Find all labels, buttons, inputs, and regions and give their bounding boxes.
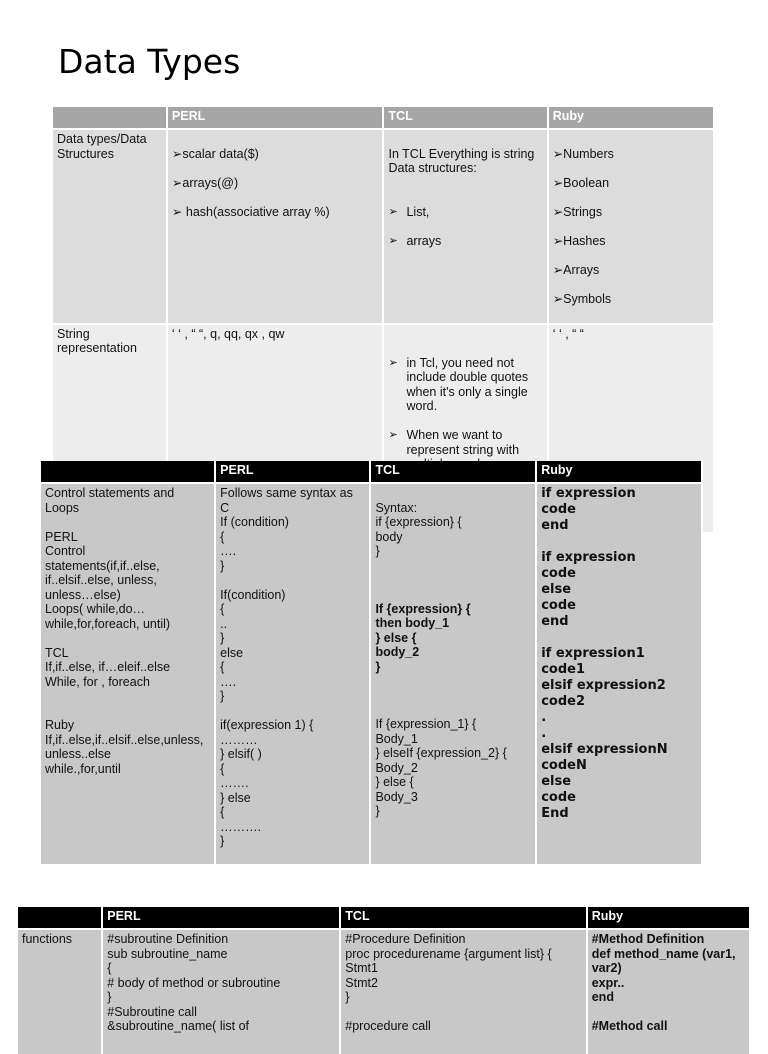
ruby-cell: ‘ ‘ , “ “	[548, 324, 714, 532]
perl-cell: #subroutine Definition sub subroutine_name { # body of method or subroutine } #Subroutine call &subroutine_name( list of	[102, 929, 340, 1054]
tcl-intro: In TCL Everything is string Data structures:	[388, 146, 535, 175]
list-item: ➢Hashes	[552, 233, 606, 248]
tcl-syntax: Syntax: if {expression} { body }	[375, 500, 462, 558]
header-tcl: TCL	[370, 461, 536, 483]
table-header-row	[41, 461, 702, 483]
list-item: ➢ arrays	[388, 234, 542, 249]
list-item: ➢scalar data($)	[171, 146, 259, 161]
table-row	[18, 929, 750, 1054]
list-item: ➢Symbols	[552, 291, 612, 306]
list-item: ➢ in Tcl, you need not include double quotes when it's only a single word.	[388, 356, 542, 414]
row-label: functions	[18, 929, 102, 1054]
tcl-cell: #Procedure Definition proc procedurename {argument list} { Stmt1 Stmt2 } #procedure call	[340, 929, 586, 1054]
table-row	[41, 483, 702, 864]
header-ruby: Ruby	[536, 461, 702, 483]
table-header-row	[53, 107, 714, 129]
list-item: ➢ When we want to represent string with	[388, 428, 542, 501]
list-item: ➢Boolean	[552, 175, 610, 190]
header-perl: PERL	[167, 107, 384, 129]
list-item: ➢arrays(@)	[171, 175, 239, 190]
perl-cell	[167, 129, 384, 324]
ruby-cell	[548, 129, 714, 324]
row-label: Control statements and Loops PERL Control statements(if,if..else, if..elsif..else, unless, unless…else) Loops( while,do… while,for,foreach, until) TCL If,if..else, if…eleif..else While, for , foreach Ruby If,if..else,if..elsif..else,unless, unless..else while.,for,until	[41, 483, 215, 864]
control-statements-table	[41, 461, 703, 864]
list-item: ➢ List,	[388, 205, 542, 220]
perl-cell: ‘ ‘ , “ “, q, qq, qx , qw	[167, 324, 384, 532]
header-ruby: Ruby	[548, 107, 714, 129]
list-item: ➢Numbers	[552, 146, 614, 161]
header-empty	[41, 461, 215, 483]
list-item: ➢Strings	[552, 204, 603, 219]
header-empty	[18, 907, 102, 929]
header-tcl: TCL	[340, 907, 586, 929]
tcl-list	[388, 190, 542, 263]
functions-table	[18, 907, 751, 1054]
tcl-cell	[383, 129, 547, 324]
table-row	[53, 129, 714, 324]
tcl-cell	[370, 483, 536, 864]
header-ruby: Ruby	[587, 907, 750, 929]
header-empty	[53, 107, 167, 129]
header-perl: PERL	[215, 461, 370, 483]
tcl-elseif: If {expression_1} { Body_1 } elseIf {expression_2} { Body_2 } else { Body_3 }	[375, 717, 507, 818]
table-header-row	[18, 907, 750, 929]
page-title: Data Types	[58, 42, 241, 81]
ruby-cell: #Method Definition def method_name (var1, var2) expr.. end #Method call	[587, 929, 750, 1054]
header-perl: PERL	[102, 907, 340, 929]
header-tcl: TCL	[383, 107, 547, 129]
list-item: ➢Arrays	[552, 262, 600, 277]
row-label: String representation	[53, 324, 167, 532]
list-item: ➢ hash(associative array %)	[171, 204, 330, 219]
ruby-cell: if expression code end if expression code else code end if expression1 code1 elsif expression2 code2 . . elsif expressionN codeN else code End	[536, 483, 702, 864]
row-label: Data types/Data Structures	[53, 129, 167, 324]
tcl-if-else: If {expression} { then body_1 } else { body_2 }	[375, 601, 471, 674]
perl-cell: Follows same syntax as C If (condition) { …. } If(condition) { .. } else { …. } if(expression 1) { ……… } elsif( ) { ……. } else { ………. }	[215, 483, 370, 864]
